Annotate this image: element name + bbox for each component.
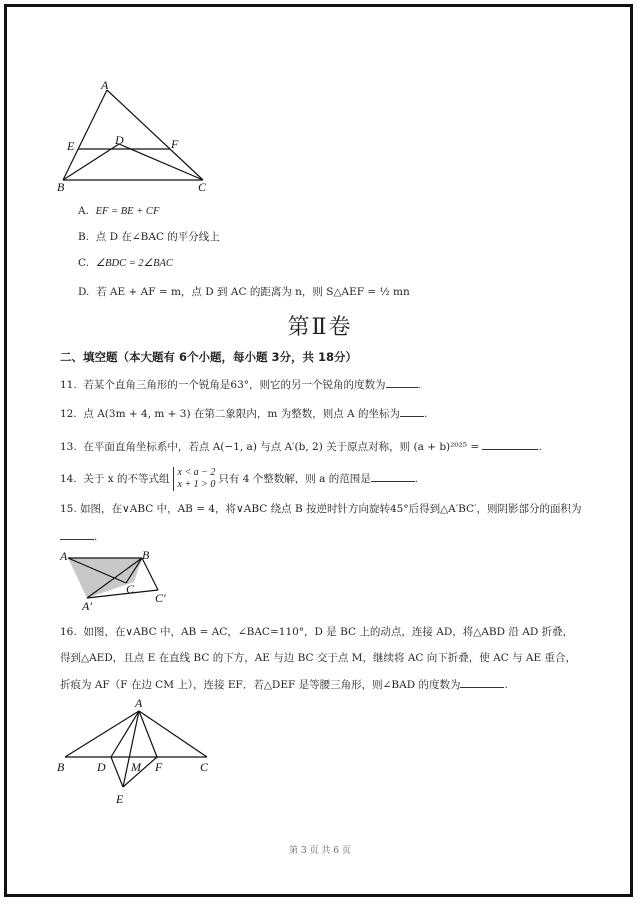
- inequality-1: x < a − 2: [177, 467, 216, 478]
- q15-rotation-figure: [58, 548, 178, 613]
- question-number: 13.: [60, 441, 77, 453]
- q16-label-F: F: [155, 760, 163, 774]
- question-tail: .: [414, 473, 419, 485]
- question-text: 得到△AED，且点 E 在直线 BC 的下方，AE 与边 BC 交于点 M，继续将 AC 向下折叠，使 AC 与 AE 重合，: [60, 652, 577, 664]
- question-16-line-3: [60, 676, 508, 692]
- option-text: 点 D 在∠BAC 的平分线上: [95, 231, 220, 243]
- q15-label-C: C: [126, 582, 135, 596]
- q10-option-b: [78, 230, 220, 244]
- option-text: EF = BE + CF: [95, 206, 160, 217]
- answer-blank[interactable]: [371, 470, 415, 482]
- answer-blank[interactable]: [60, 528, 94, 540]
- q16-label-M: M: [131, 760, 141, 774]
- question-tail: .: [417, 379, 421, 391]
- question-text: 如图，在∨ABC 中，AB = AC，∠BAC=110°，D 是 BC 上的动点，连接 AD，将△ABD 沿 AD 折叠，: [83, 626, 574, 638]
- question-number: 15.: [60, 503, 77, 515]
- question-number: 11.: [60, 379, 77, 391]
- question-text: 折痕为 AF（F 在边 CM 上），连接 EF．若△DEF 是等腰三角形，则∠BAD 的度数为: [60, 679, 461, 691]
- question-15: [60, 502, 581, 516]
- answer-blank[interactable]: [386, 376, 418, 388]
- question-14: [60, 464, 418, 494]
- q10-label-D: D: [115, 133, 124, 147]
- question-text: 在平面直角坐标系中，若点 A(−1, a) 与点 A′(b, 2) 关于原点对称，则 (a + b)²⁰²⁵ =: [83, 441, 480, 453]
- question-tail: .: [423, 408, 428, 420]
- inequality-system: [173, 467, 216, 491]
- question-16-line-1: [60, 625, 573, 639]
- q16-label-C: C: [200, 760, 209, 774]
- q16-label-A: A: [135, 696, 143, 710]
- option-key: C.: [78, 257, 89, 269]
- option-key: D.: [78, 286, 90, 298]
- option-key: A.: [78, 205, 89, 217]
- q10-option-d: [78, 285, 410, 299]
- q16-fold-figure: [55, 695, 220, 810]
- q10-label-C: C: [198, 180, 207, 194]
- question-11: [60, 376, 421, 392]
- q15-label-C-prime: C′: [155, 591, 166, 605]
- q10-label-B: B: [57, 180, 65, 194]
- question-number: 14.: [60, 473, 77, 485]
- q10-triangle-figure: [55, 78, 215, 193]
- q10-label-E: E: [67, 139, 75, 153]
- question-text-2: 只有 4 个整数解，则 a 的范围是: [218, 473, 371, 485]
- question-tail: .: [94, 531, 98, 543]
- question-number: 16.: [60, 626, 77, 638]
- q15-label-A: A: [60, 549, 68, 563]
- inequality-2: x + 1 > 0: [177, 479, 216, 490]
- q16-label-E: E: [116, 792, 124, 806]
- question-13: [60, 438, 542, 454]
- answer-blank[interactable]: [400, 405, 424, 417]
- part-two-title: 第Ⅱ卷: [287, 315, 353, 340]
- q10-option-a: [78, 204, 159, 219]
- option-text: 若 AE + AF = m，点 D 到 AC 的距离为 n，则 S△AEF = ½ mn: [96, 286, 410, 298]
- question-text: 点 A(3m + 4, m + 3) 在第二象限内，m 为整数，则点 A 的坐标为: [83, 408, 400, 420]
- question-tail: .: [538, 441, 542, 453]
- q10-option-c: [78, 256, 173, 271]
- question-16-line-2: [60, 651, 576, 665]
- question-15-blank-line: [60, 528, 97, 544]
- q15-label-A-prime: A′: [82, 599, 92, 613]
- answer-blank[interactable]: [460, 676, 504, 688]
- q10-label-A: A: [101, 78, 109, 92]
- question-12: [60, 405, 427, 421]
- page-number-footer: 第 3 页 共 6 页: [289, 846, 351, 856]
- answer-blank[interactable]: [482, 438, 538, 450]
- q10-label-F: F: [171, 137, 179, 151]
- question-text: 若某个直角三角形的一个锐角是63°，则它的另一个锐角的度数为: [83, 379, 386, 391]
- question-tail: .: [504, 679, 508, 691]
- option-key: B.: [78, 231, 90, 243]
- q15-label-B: B: [142, 548, 150, 562]
- question-number: 12.: [60, 408, 77, 420]
- q16-label-B: B: [57, 760, 65, 774]
- q16-label-D: D: [97, 760, 106, 774]
- question-text: 关于 x 的不等式组: [83, 473, 170, 485]
- option-text: ∠BDC = 2∠BAC: [95, 258, 173, 269]
- question-text: 如图，在∨ABC 中，AB = 4，将∨ABC 绕点 B 按逆时针方向旋转45°后得到△A′BC′，则阴影部分的面积为: [80, 503, 582, 515]
- section-header: 二、填空题（本大题有 6个小题，每小题 3分，共 18分）: [60, 350, 358, 364]
